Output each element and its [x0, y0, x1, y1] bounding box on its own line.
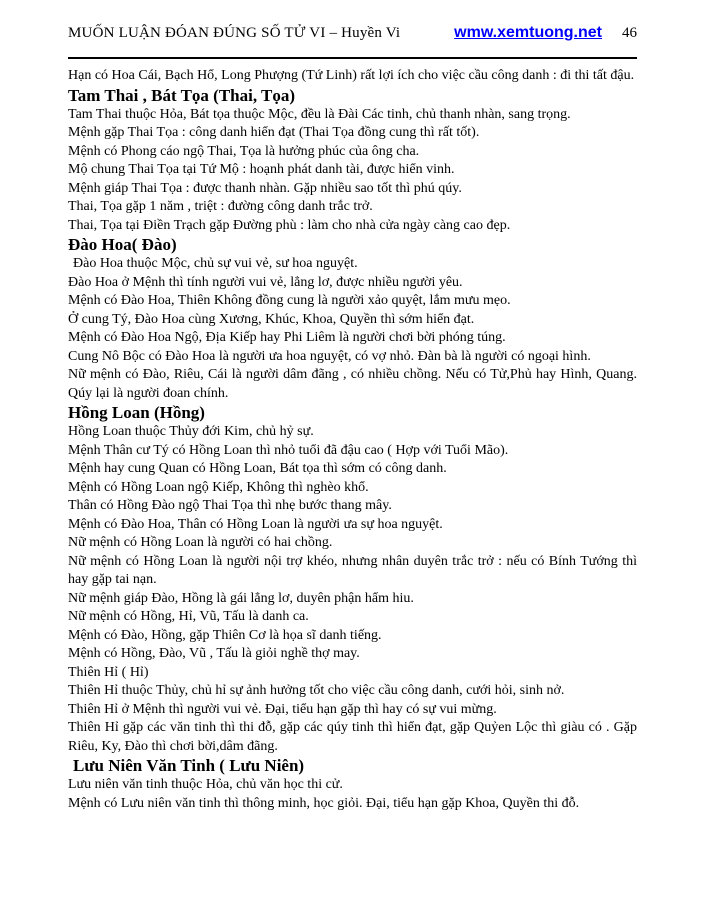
text-line: Đào Hoa ở Mệnh thì tính người vui vẻ, lẳng lơ, được nhiều người yêu. [68, 274, 463, 290]
document-title: MUỐN LUẬN ĐÓAN ĐÚNG SỐ TỬ VI – Huyền Vi [68, 25, 401, 41]
text-line: Mệnh có Lưu niên văn tinh thì thông minh, học giỏi. Đại, tiểu hạn gặp Khoa, Quyền thi đỗ. [68, 795, 580, 811]
text-line: Mệnh giáp Thai Tọa : được thanh nhàn. Gặp nhiều sao tốt thì phú qúy. [68, 180, 462, 196]
text-line: Mệnh có Hồng Loan ngộ Kiếp, Không thì nghèo khổ. [68, 479, 369, 495]
text-line: Lưu niên văn tinh thuộc Hỏa, chủ văn học thi cử. [68, 777, 343, 792]
text-line: Nữ mệnh có Hồng Loan là người nội trợ khéo, nhưng nhân duyên trắc trở : nếu có Bính Tướng thì hay gặp tai nạn. [68, 553, 637, 587]
text-line: Mệnh có Đào Hoa Ngộ, Địa Kiếp hay Phi Liêm là người chơi bời phóng túng. [68, 330, 506, 345]
page-number: 46 [622, 25, 637, 41]
text-line: Ở cung Tý, Đào Hoa cùng Xương, Khúc, Khoa, Quyền thì sớm hiển đạt. [68, 311, 475, 327]
text-line: Thiên Hỉ gặp các văn tinh thì thi đỗ, gặp các qúy tinh thì hiển đạt, gặp Quỷen Lộc thì giàu có . Gặp Riêu, Ky, Đào thì chơi bời,dâm đãng. [68, 720, 637, 754]
text-line: Mộ chung Thai Tọa tại Tứ Mộ : hoạnh phát danh tài, được hiển vinh. [68, 162, 455, 177]
text-line: Thiên Hỉ thuộc Thủy, chủ hỉ sự ảnh hưởng tốt cho việc cầu công danh, cưới hỏi, sinh nở. [68, 683, 565, 698]
intro-paragraph: Hạn có Hoa Cái, Bạch Hổ, Long Phượng (Tứ Linh) rất lợi ích cho việc cầu công danh : đi thi tất đậu. [68, 68, 635, 83]
text-line: Cung Nô Bộc có Đào Hoa là người ưa hoa nguyệt, có vợ nhỏ. Đàn bà là người có ngoại hình. [68, 348, 591, 364]
text-line: Nữ mệnh có Hồng Loan là người có hai chồng. [68, 535, 333, 550]
text-line: Đào Hoa thuộc Mộc, chủ sự vui vẻ, sư hoa nguyệt. [73, 256, 358, 271]
text-line: Tam Thai thuộc Hỏa, Bát tọa thuộc Mộc, đều là Đài Các tinh, chủ thanh nhàn, sang trọng. [68, 106, 571, 122]
text-line: Mệnh có Đào Hoa, Thân có Hồng Loan là người ưa sự hoa nguyệt. [68, 516, 443, 532]
text-line: Thai, Tọa tại Điền Trạch gặp Đường phù : làm cho nhà cửa ngày càng cao đẹp. [68, 217, 511, 233]
website-link[interactable]: wmw.xemtuong.net [454, 24, 602, 41]
header-right-group [454, 24, 637, 42]
text-line: Mệnh gặp Thai Tọa : công danh hiển đạt (Thai Tọa đồng cung thì rất tốt). [68, 125, 480, 140]
text-line: Nữ mệnh giáp Đào, Hồng là gái lẳng lơ, duyên phận hẩm hiu. [68, 590, 414, 606]
text-line: Hồng Loan thuộc Thủy đới Kim, chủ hỷ sự. [68, 424, 314, 439]
text-line: Mệnh Thân cư Tý có Hồng Loan thì nhỏ tuổi đã đậu cao ( Hợp với Tuổi Mão). [68, 442, 509, 458]
text-line: Mệnh có Đào Hoa, Thiên Không đồng cung là người xảo quyệt, lắm mưu mẹo. [68, 293, 511, 308]
section-heading-tam-thai: Tam Thai , Bát Tọa (Thai, Tọa) [68, 85, 296, 105]
text-line: Thiên Hỉ ở Mệnh thì người vui vẻ. Đại, tiểu hạn gặp thì hay có sự vui mừng. [68, 701, 497, 717]
text-line: Thai, Tọa gặp 1 năm , triệt : đường công danh trắc trở. [68, 199, 373, 214]
text-line: Nữ mệnh có Đào, Riêu, Cái là người dâm đãng , có nhiều chồng. Nếu có Tử,Phủ hay Hình, Quang. Qúy lại là người đoan chính. [68, 367, 637, 401]
text-line: Mệnh có Đào, Hồng, gặp Thiên Cơ là họa sĩ danh tiếng. [68, 627, 382, 643]
text-line: Mệnh có Hồng, Đào, Vũ , Tấu là giỏi nghề thợ may. [68, 646, 360, 661]
section-heading-luu-nien: Lưu Niên Văn Tinh ( Lưu Niên) [73, 756, 305, 775]
text-line: Thân có Hồng Đào ngộ Thai Tọa thì nhẹ bước thang mây. [68, 498, 392, 513]
text-line: Nữ mệnh có Hồng, Hỉ, Vũ, Tấu là danh ca. [68, 609, 309, 624]
document-body [68, 67, 637, 813]
section-heading-hong-loan: Hồng Loan (Hồng) [68, 403, 205, 422]
text-line: Mệnh hay cung Quan có Hồng Loan, Bát tọa thì sớm có công danh. [68, 461, 447, 476]
text-line: Mệnh có Phong cáo ngộ Thai, Tọa là hưởng phúc của ông cha. [68, 143, 420, 159]
section-heading-dao-hoa: Đào Hoa( Đào) [68, 235, 177, 254]
text-line: Thiên Hỉ ( Hỉ) [68, 664, 149, 680]
header-divider [68, 57, 637, 59]
page-header [68, 24, 637, 42]
